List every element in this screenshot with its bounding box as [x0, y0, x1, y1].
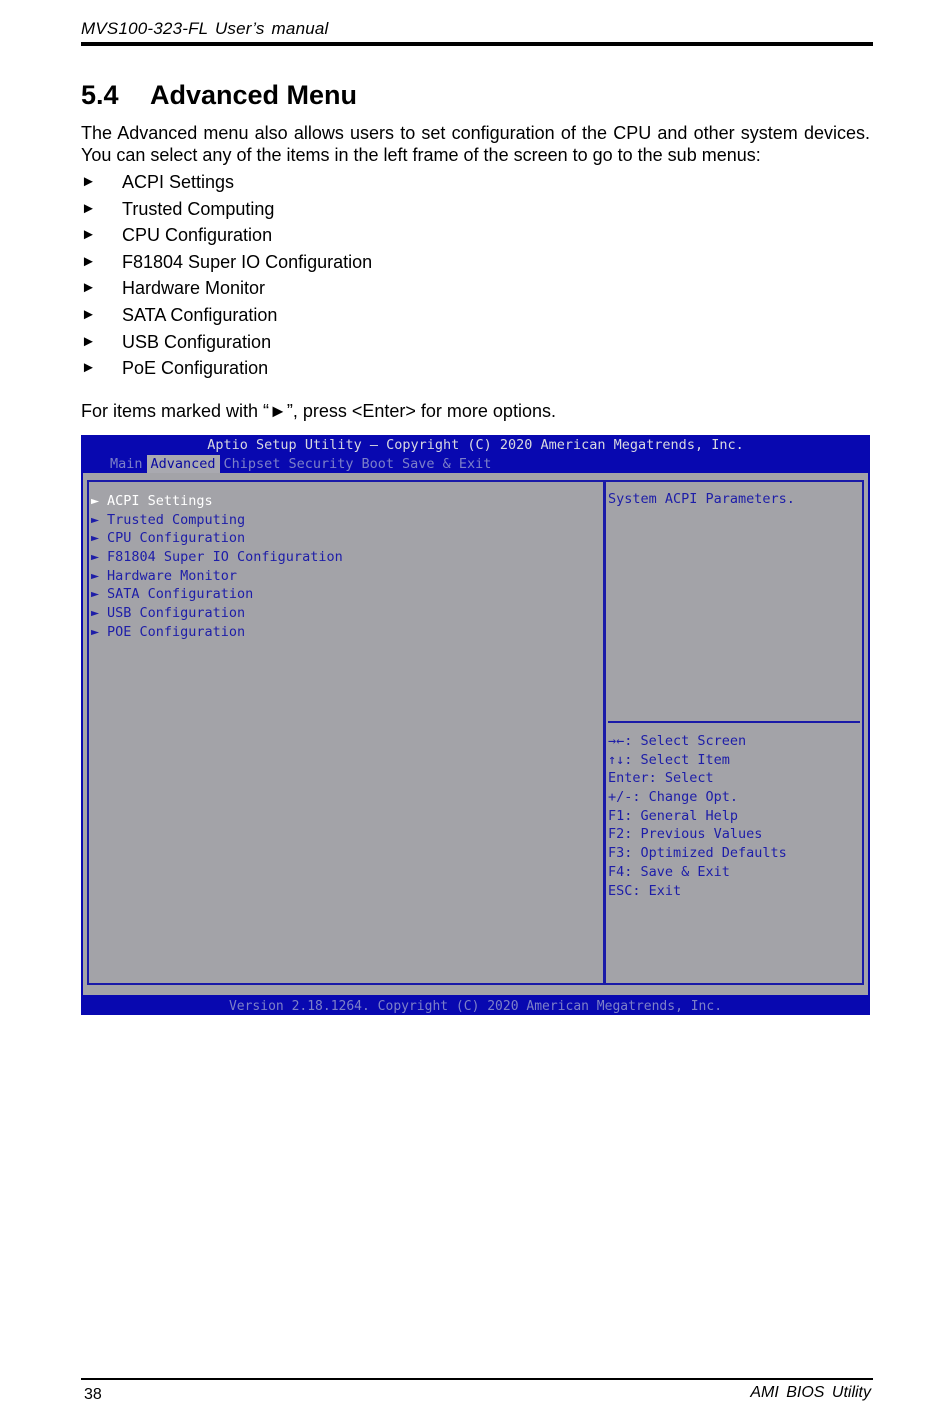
bullet-label: Hardware Monitor [122, 278, 266, 299]
submenu-arrow-icon: ► [91, 530, 100, 547]
bios-key-hint: F1: General Help [608, 807, 739, 824]
bios-menu-item[interactable] [91, 585, 343, 604]
section-number: 5.4 [81, 80, 119, 110]
bullet-item [81, 302, 372, 329]
bios-tab-bar [106, 455, 495, 473]
bullet-label: CPU Configuration [122, 225, 273, 246]
bios-menu-label: USB Configuration [107, 605, 246, 622]
bios-screenshot [81, 435, 870, 1015]
bullet-label: Trusted Computing [122, 198, 275, 219]
bios-help-panel [604, 480, 864, 985]
submenu-arrow-icon: ► [91, 493, 100, 509]
bullet-item [81, 275, 372, 302]
bios-menu-item[interactable] [91, 548, 343, 567]
bios-key-hint: ↑↓: Select Item [608, 751, 730, 768]
bios-menu-list [91, 492, 343, 642]
bios-tab-chipset[interactable]: Chipset [223, 456, 281, 472]
bios-key-hint: +/-: Change Opt. [608, 789, 739, 806]
submenu-arrow-icon: ► [91, 623, 100, 640]
bios-menu-label: F81804 Super IO Configuration [107, 549, 343, 566]
bullet-arrow-icon: ► [81, 332, 96, 350]
bios-key-legend [608, 732, 787, 900]
bios-title: Aptio Setup Utility – Copyright (C) 2020 American Megatrends, Inc. [207, 437, 744, 453]
bullet-item [81, 329, 372, 356]
bullet-arrow-icon: ► [81, 226, 96, 244]
bios-key-hint: F3: Optimized Defaults [608, 845, 787, 862]
footer-title: AMI BIOS Utility [750, 1384, 871, 1401]
bios-key-hint: Enter: Select [608, 770, 714, 787]
bios-tab-save-exit[interactable]: Save & Exit [402, 456, 492, 472]
bios-menu-label: Trusted Computing [107, 511, 246, 528]
bios-menu-label: POE Configuration [107, 623, 246, 640]
bios-menu-item[interactable] [91, 623, 343, 642]
bullet-item [81, 196, 372, 223]
submenu-arrow-icon: ► [91, 567, 100, 584]
bios-menu-label: Hardware Monitor [107, 567, 238, 584]
bullet-item [81, 355, 372, 382]
bios-menu-item[interactable] [91, 511, 343, 530]
bios-help-text: System ACPI Parameters. [608, 491, 795, 507]
bios-menu-panel [87, 480, 605, 985]
bullet-item [81, 169, 372, 196]
page-number: 38 [84, 1386, 102, 1403]
bios-help-divider [608, 721, 860, 723]
intro-paragraph: The Advanced menu also allows users to set configuration of the CPU and other system devices. You can select any of the items in the left frame of the screen to go to the sub menus: [81, 123, 870, 165]
bullet-label: ACPI Settings [122, 172, 235, 192]
bios-menu-item[interactable] [91, 529, 343, 548]
bios-menu-label: CPU Configuration [107, 530, 246, 547]
bullet-label: SATA Configuration [122, 304, 278, 325]
bullet-arrow-icon: ► [81, 279, 96, 297]
submenu-bullet-list [81, 169, 372, 382]
bios-key-hint: ESC: Exit [608, 882, 682, 899]
bios-key-hint: F4: Save & Exit [608, 863, 730, 880]
bullet-arrow-icon: ► [81, 199, 96, 217]
submenu-arrow-icon: ► [91, 511, 100, 528]
section-heading [81, 80, 357, 111]
bios-version-footer: Version 2.18.1264. Copyright (C) 2020 American Megatrends, Inc. [228, 999, 723, 1014]
bios-menu-item[interactable] [91, 604, 343, 623]
bios-key-hint: F2: Previous Values [608, 826, 763, 843]
bios-tab-advanced[interactable]: Advanced [147, 455, 220, 473]
bullet-label: PoE Configuration [122, 358, 269, 379]
bullet-item [81, 222, 372, 249]
header-rule [81, 42, 873, 46]
submenu-arrow-icon: ► [91, 605, 100, 622]
bios-tab-main[interactable]: Main [110, 456, 143, 472]
bios-body [83, 473, 868, 995]
bullet-label: USB Configuration [122, 331, 272, 352]
bullet-arrow-icon: ► [81, 305, 96, 323]
submenu-arrow-icon: ► [91, 586, 100, 603]
note-paragraph: For items marked with “►”, press <Enter> for more options. [81, 401, 556, 421]
bios-menu-label: ACPI Settings [107, 493, 213, 509]
bullet-arrow-icon: ► [81, 173, 96, 190]
bullet-item [81, 249, 372, 276]
bullet-arrow-icon: ► [81, 359, 96, 377]
manual-header-title: MVS100-323-FL User’s manual [81, 19, 329, 38]
bios-menu-item[interactable] [91, 567, 343, 586]
bios-menu-item[interactable] [91, 492, 343, 511]
bios-tab-security[interactable]: Security [288, 456, 354, 472]
submenu-arrow-icon: ► [91, 549, 100, 566]
bullet-arrow-icon: ► [81, 252, 96, 270]
bios-tab-boot[interactable]: Boot [361, 456, 394, 472]
footer-rule [81, 1378, 873, 1380]
section-title: Advanced Menu [150, 80, 358, 110]
bios-key-hint: →←: Select Screen [608, 733, 747, 749]
bios-menu-label: SATA Configuration [107, 586, 254, 603]
bullet-label: F81804 Super IO Configuration [122, 251, 373, 272]
